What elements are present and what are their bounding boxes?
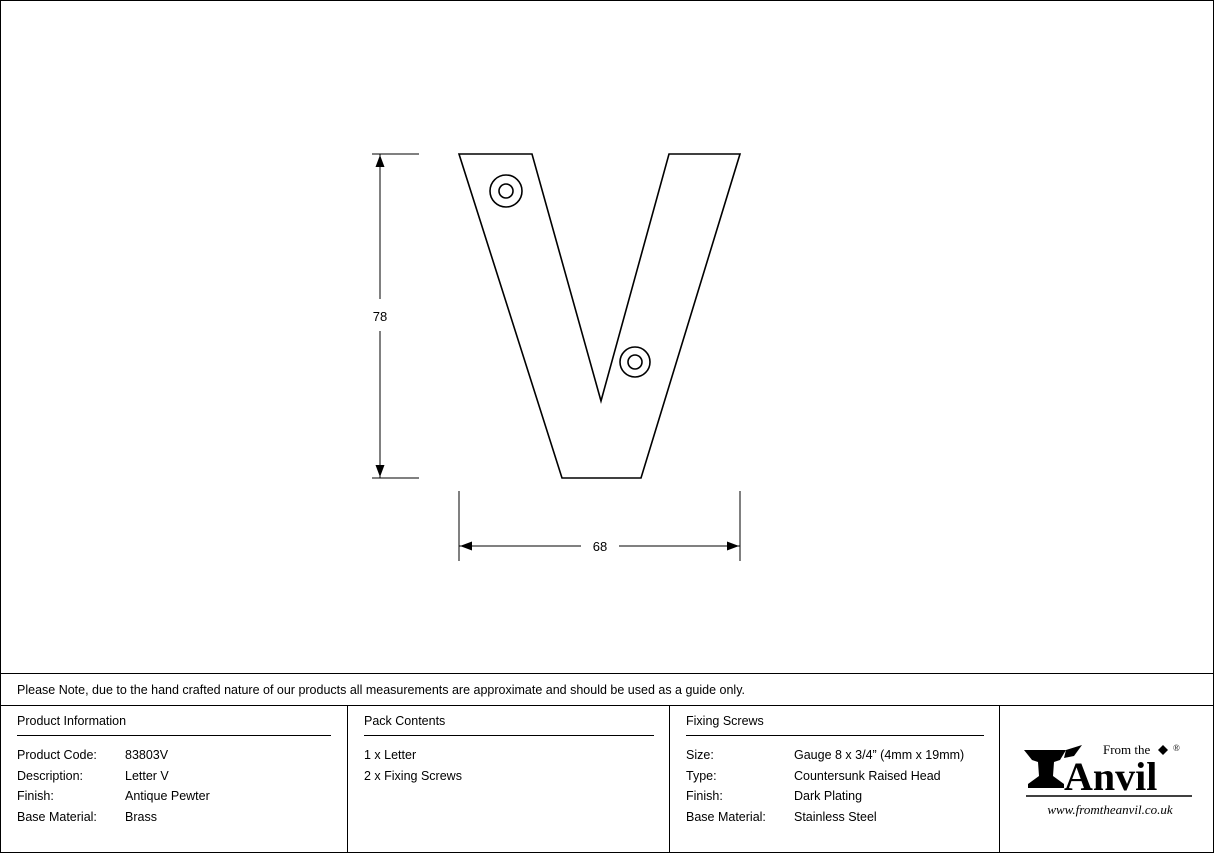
table-row [17,766,210,787]
screw-size-label: Size: [686,748,714,762]
screw-type-value: Countersunk Raised Head [794,768,941,783]
product-information-divider [17,735,331,736]
product-drawing [1,1,1213,673]
pack-contents-title: Pack Contents [364,714,446,728]
fixing-hole-upper [490,175,522,207]
screw-size-value: Gauge 8 x 3/4” (4mm x 19mm) [794,748,965,762]
pack-contents-column [347,706,669,853]
letter-v-outline [459,154,740,478]
screw-type-label: Type: [686,768,717,783]
table-row [17,745,210,766]
fixing-screws-list [686,745,964,827]
diamond-icon [1158,745,1168,755]
logo-line1: From the [1103,742,1151,757]
product-information-title: Product Information [17,714,127,728]
screw-finish-value: Dark Plating [794,789,863,804]
measurement-note: Please Note, due to the hand crafted nature of our products all measurements are approximate and should be used as a guide only. [17,683,746,697]
base-material-label: Base Material: [17,809,97,824]
pack-contents-divider [364,735,654,736]
width-arrow-right [727,542,739,551]
finish-value: Antique Pewter [125,789,210,804]
fixing-screws-title: Fixing Screws [686,714,764,728]
logo-brand: Anvil [1064,754,1158,799]
logo-website: www.fromtheanvil.co.uk [1047,802,1173,817]
pack-contents-list [364,745,462,786]
width-arrow-left [460,542,472,551]
finish-label: Finish: [17,789,54,804]
screw-finish-label: Finish: [686,789,723,804]
table-row [17,786,210,807]
list-item: 2 x Fixing Screws [364,768,462,783]
fixing-screws-column [669,706,999,853]
table-row [686,745,964,766]
width-dimension-label: 68 [592,539,608,554]
fixing-hole-lower [620,347,650,377]
height-arrow-top [376,155,385,167]
fixing-screws-divider [686,735,984,736]
table-row [17,807,210,828]
product-information-list [17,745,210,827]
description-value: Letter V [125,768,169,783]
product-information-column [1,706,347,853]
list-item: 1 x Letter [364,748,417,762]
logo-registered: ® [1173,743,1180,753]
brand-logo-column [999,706,1213,853]
product-code-label: Product Code: [17,748,97,762]
from-the-anvil-logo [1020,732,1200,828]
product-code-value: 83803V [125,748,169,762]
screw-base-material-value: Stainless Steel [794,809,877,824]
base-material-value: Brass [125,809,157,824]
table-row [686,807,964,828]
specification-table [1,705,1213,852]
height-arrow-bottom [376,465,385,477]
description-label: Description: [17,768,83,783]
table-row [686,786,964,807]
screw-base-material-label: Base Material: [686,809,766,824]
height-dimension-label: 78 [372,309,388,324]
measurement-note-row [1,673,1213,705]
table-row [686,766,964,787]
